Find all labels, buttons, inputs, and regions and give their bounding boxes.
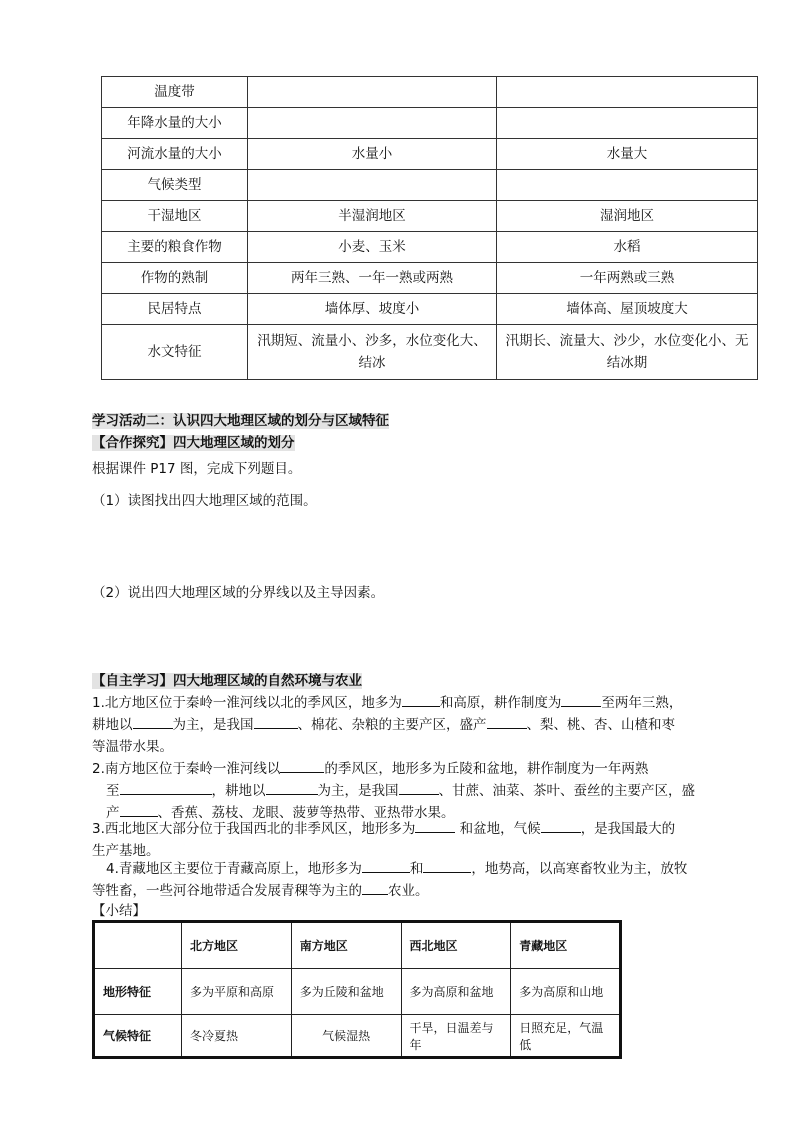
row-label: 干湿地区 xyxy=(102,201,248,232)
table-cell: 气候湿热 xyxy=(291,1015,401,1058)
row-label: 作物的熟制 xyxy=(102,263,248,294)
question-1: （1）读图找出四大地理区域的范围。 xyxy=(92,493,317,509)
answer-blank[interactable] xyxy=(362,880,388,895)
answer-blank[interactable] xyxy=(120,802,158,817)
table-row xyxy=(94,922,621,969)
answer-blank[interactable] xyxy=(402,692,440,707)
table-cell: 北方地区 xyxy=(182,922,292,969)
table-row xyxy=(102,294,758,325)
south-cell: 一年两熟或三熟 xyxy=(497,263,758,294)
exercise-4: 4.青藏地区主要位于青藏高原上，地形多为 和 ，地势高，以高寒畜牧业为主，放牧 等牲畜，一些河谷地带适合发展青稞等为主的 农业。 xyxy=(92,858,712,902)
south-cell xyxy=(497,77,758,108)
row-label: 温度带 xyxy=(102,77,248,108)
activity-title: 学习活动二：认识四大地理区域的划分与区域特征 xyxy=(92,413,389,429)
summary-table xyxy=(92,920,622,1059)
row-label: 主要的粮食作物 xyxy=(102,232,248,263)
north-cell: 小麦、玉米 xyxy=(248,232,497,263)
question-2: （2）说出四大地理区域的分界线以及主导因素。 xyxy=(92,585,385,601)
south-cell: 汛期长、流量大、沙少，水位变化小、无结冰期 xyxy=(497,325,758,380)
south-cell: 水稻 xyxy=(497,232,758,263)
exercise-2: 2.南方地区位于秦岭一淮河线以 的季风区，地形多为丘陵和盆地，耕作制度为一年两熟 至 ，耕地以 为主，是我国 、甘蔗、油菜、茶叶、蚕丝的主要产区，盛 产 、香蕉、荔枝、龙眼、菠萝等热带、亚热带水果。 xyxy=(92,758,712,824)
south-cell: 水量大 xyxy=(497,139,758,170)
south-cell: 湿润地区 xyxy=(497,201,758,232)
table-row xyxy=(102,325,758,380)
south-cell xyxy=(497,108,758,139)
table-row xyxy=(102,77,758,108)
row-label: 年降水量的大小 xyxy=(102,108,248,139)
table-cell: 气候特征 xyxy=(94,1015,182,1058)
row-label: 气候类型 xyxy=(102,170,248,201)
answer-blank[interactable] xyxy=(487,714,527,729)
answer-blank[interactable] xyxy=(541,818,581,833)
table-row xyxy=(102,263,758,294)
south-cell: 墙体高、屋顶坡度大 xyxy=(497,294,758,325)
north-cell: 墙体厚、坡度小 xyxy=(248,294,497,325)
summary-heading: 【小结】 xyxy=(92,903,146,919)
answer-blank[interactable] xyxy=(415,818,455,833)
north-cell xyxy=(248,108,497,139)
north-cell: 半湿润地区 xyxy=(248,201,497,232)
table-cell: 多为高原和盆地 xyxy=(401,969,511,1015)
comparison-table xyxy=(101,76,758,380)
north-cell xyxy=(248,170,497,201)
answer-blank[interactable] xyxy=(266,780,318,795)
table-row xyxy=(102,170,758,201)
answer-blank[interactable] xyxy=(254,714,298,729)
self-study-heading: 【自主学习】四大地理区域的自然环境与农业 xyxy=(92,673,362,689)
table-cell: 多为丘陵和盆地 xyxy=(291,969,401,1015)
table-cell: 多为平原和高原 xyxy=(182,969,292,1015)
north-cell xyxy=(248,77,497,108)
table-cell: 干旱，日温差与年 xyxy=(401,1015,511,1058)
answer-blank[interactable] xyxy=(423,858,471,873)
table-cell: 地形特征 xyxy=(94,969,182,1015)
table-cell: 冬冷夏热 xyxy=(182,1015,292,1058)
table-cell: 日照充足，气温低 xyxy=(511,1015,621,1058)
answer-blank[interactable] xyxy=(399,780,439,795)
table-cell: 西北地区 xyxy=(401,922,511,969)
north-cell: 水量小 xyxy=(248,139,497,170)
table-row xyxy=(94,969,621,1015)
intro-text: 根据课件 P17 图，完成下列题目。 xyxy=(92,461,302,477)
table-row xyxy=(102,139,758,170)
row-label: 水文特征 xyxy=(102,325,248,380)
table-row xyxy=(102,201,758,232)
south-cell xyxy=(497,170,758,201)
exercise-1: 1.北方地区位于秦岭一淮河线以北的季风区，地多为 和高原，耕作制度为 至两年三熟， 耕地以 为主，是我国 、棉花、杂粮的主要产区，盛产 、梨、桃、杏、山楂和枣 等温带水果。 xyxy=(92,692,712,758)
answer-blank[interactable] xyxy=(133,714,173,729)
answer-blank[interactable] xyxy=(120,780,212,795)
coop-heading: 【合作探究】四大地理区域的划分 xyxy=(92,435,295,451)
table-row xyxy=(94,1015,621,1058)
answer-blank[interactable] xyxy=(362,858,410,873)
table-cell: 多为高原和山地 xyxy=(511,969,621,1015)
table-row xyxy=(102,108,758,139)
north-cell: 汛期短、流量小、沙多，水位变化大、结冰 xyxy=(248,325,497,380)
row-label: 河流水量的大小 xyxy=(102,139,248,170)
answer-blank[interactable] xyxy=(280,758,324,773)
answer-blank[interactable] xyxy=(561,692,601,707)
exercise-3: 3.西北地区大部分位于我国西北的非季风区，地形多为 和盆地，气候 ，是我国最大的 生产基地。 xyxy=(92,818,712,862)
table-row xyxy=(102,232,758,263)
table-cell: 青藏地区 xyxy=(511,922,621,969)
table-cell: 南方地区 xyxy=(291,922,401,969)
row-label: 民居特点 xyxy=(102,294,248,325)
north-cell: 两年三熟、一年一熟或两熟 xyxy=(248,263,497,294)
table-cell xyxy=(94,922,182,969)
